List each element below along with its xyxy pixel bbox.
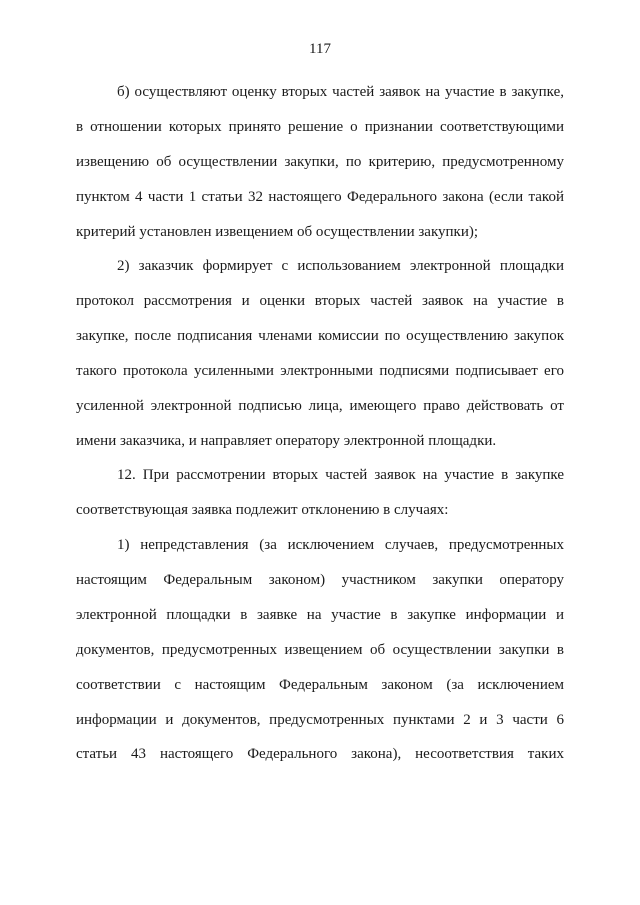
- text-line: настоящим Федеральным законом) участником закупки оператору: [76, 572, 564, 588]
- text-line: б) осуществляют оценку вторых частей заявок на участие в закупке,: [117, 84, 564, 100]
- text-line: протокол рассмотрения и оценки вторых частей заявок на участие в: [76, 293, 564, 309]
- text-line: имени заказчика, и направляет оператору электронной площадки.: [76, 433, 497, 449]
- text-line: усиленной электронной подписью лица, имеющего право действовать от: [76, 398, 564, 414]
- text-line: 12. При рассмотрении вторых частей заявок на участие в закупке: [117, 467, 564, 483]
- text-line: такого протокола усиленными электронными подписями подписывает его: [76, 363, 564, 379]
- text-line: в отношении которых принято решение о признании соответствующими: [76, 119, 564, 135]
- text-line: соответствии с настоящим Федеральным законом (за исключением: [76, 677, 564, 693]
- text-line: документов, предусмотренных извещением об осуществлении закупки в: [76, 642, 564, 658]
- page-number: 117: [309, 41, 331, 57]
- text-line: критерий установлен извещением об осуществлении закупки);: [76, 224, 479, 240]
- text-line: 2) заказчик формирует с использованием электронной площадки: [117, 258, 564, 274]
- text-line: извещению об осуществлении закупки, по критерию, предусмотренному: [76, 154, 564, 170]
- text-line: закупке, после подписания членами комиссии по осуществлению закупок: [76, 328, 564, 344]
- text-line: статьи 43 настоящего Федерального закона), несоответствия таких: [76, 746, 564, 762]
- text-line: электронной площадки в заявке на участие в закупке информации и: [76, 607, 564, 623]
- text-line: соответствующая заявка подлежит отклонению в случаях:: [76, 502, 449, 518]
- text-line: пунктом 4 части 1 статьи 32 настоящего Федерального закона (если такой: [76, 189, 564, 205]
- text-line: информации и документов, предусмотренных пунктами 2 и 3 части 6: [76, 712, 564, 728]
- text-line: 1) непредставления (за исключением случаев, предусмотренных: [117, 537, 564, 553]
